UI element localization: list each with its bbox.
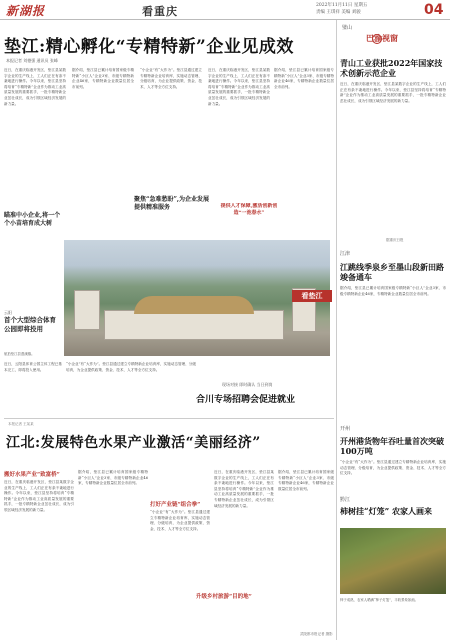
section-title: 看重庆 <box>142 5 178 18</box>
rc-body-3: “小企业”有“大作为”。垫江县通过建立专精特新企业培育库，实施动态管理、分级培育，为企业提供政策、资金、技术、人才等全方位支持。 <box>340 460 446 476</box>
newspaper-logo: 新湖报 <box>6 4 46 18</box>
article2-subhead-3: 升级乡村旅游“目的地” <box>196 594 252 600</box>
page-number: 04 <box>424 2 444 18</box>
article2-column-3: “小企业”有“大作为”。垫江县通过建立专精特新企业培育库，实施动态管理、分级培育，为企业提供政策、资金、技术、人才等全方位支持。 <box>150 510 210 531</box>
rc-headline-1: 青山工业获批2022年国家技术创新示范企业 <box>340 58 443 78</box>
article2-column-4: 近日，在重庆临港开发区，垫江县某数字企业的生产线上，工人们正在有条不紊地进行操作。今年以来，垫江县坚持将培育“专精特新”企业作为推动工业高质量发展的重要抓手，一批专精特新企业茁壮成长，成为引领区域经济发展的新力量。 <box>214 470 274 508</box>
article2-subhead-1: 搬好水果产业“致富桥” <box>4 472 60 478</box>
lead-column-1 <box>4 68 66 208</box>
lead-byline: 本报记者 刘德强 通讯员 张峰 <box>6 58 58 63</box>
lead-column-2 <box>72 68 134 238</box>
lead-paragraph: 据介绍，垫江县已累计培育国家级专精特新“小巨人”企业3家、市级专精特新企业46家，专精特新企业数量位居全市前列。 <box>274 68 334 89</box>
lead-subhead-2-wrap <box>134 196 214 212</box>
rc-city-3: 黔江 <box>340 497 351 503</box>
box-text: 近日，云阳县体育公园主体工程已基本完工，即将投入使用。 <box>4 362 62 372</box>
lead-paragraph: 据介绍，垫江县已累计培育国家级专精特新“小巨人”企业3家、市级专精特新企业46家，专精特新企业数量位居全市前列。 <box>72 68 134 89</box>
footer-credit: 武陵都市报记者 摄影 <box>300 632 333 636</box>
rc-brand: 巴渝视窗 <box>366 34 398 43</box>
rc-body-2: 据介绍，垫江县已累计培育国家级专精特新“小巨人”企业3家、市级专精特新企业46家，专精特新企业数量位居全市前列。 <box>340 286 446 296</box>
rc-headline-3: 开州港货物年吞吐量首次突破100万吨 <box>340 436 444 456</box>
lead-column-5 <box>274 68 334 238</box>
lead-paragraph: 近日，在重庆临港开发区，垫江县某数字企业的生产线上，工人们正在有条不紊地进行操作。今年以来，垫江县坚持将培育“专精特新”企业作为推动工业高质量发展的重要抓手，一批专精特新企业茁壮成长，成为引领区域经济发展的新力量。 <box>4 68 66 106</box>
mid-headline: 合川专场招聘会促进就业 <box>196 395 296 405</box>
article2-label: 本报记者 王某某 <box>8 422 34 426</box>
lead-column-3 <box>140 68 202 188</box>
article2-column-5: 据介绍，垫江县已累计培育国家级专精特新“小巨人”企业3家、市级专精特新企业46家，专精特新企业数量位居全市前列。 <box>278 470 334 491</box>
lead-subhead-1-wrap <box>4 212 66 228</box>
box-title: 首个大型综合体育公园即将投用 <box>4 316 56 333</box>
mid-body: “小企业”有“大作为”。垫江县通过建立专精特新企业培育库，实施动态管理、分级培育，为企业提供政策、资金、技术、人才等全方位支持。 <box>66 362 196 372</box>
rc-credit: 据重庆日报 <box>386 238 404 242</box>
lead-subhead-2: 聚焦“急难愁盼”,为企业发展提供精准服务 <box>134 196 209 211</box>
masthead <box>0 0 450 20</box>
lead-paragraph: “小企业”有“大作为”。垫江县通过建立专精特新企业培育库，实施动态管理、分级培育，为企业提供政策、资金、技术、人才等全方位支持。 <box>140 68 202 89</box>
rc-city-1: 江津 <box>340 251 351 257</box>
article2-subhead-2: 打好产业链“组合拳” <box>150 502 201 508</box>
rc-photo-caption: 柿子成熟，农家人晒满“柿子灯笼”，丰收景象如画。 <box>340 598 419 602</box>
yunyang-box <box>4 310 62 342</box>
rc-city-2: 开州 <box>340 426 351 432</box>
article2-headline: 江北:发展特色水果产业激活“美丽经济” <box>6 435 261 451</box>
rc-headline-2: 江跳线季泉乡至墨山段新田路竣备通车 <box>340 262 444 282</box>
article2-column-1: 近日，在重庆临港开发区，垫江县某数字企业的生产线上，工人们正在有条不紊地进行操作。今年以来，垫江县坚持将培育“专精特新”企业作为推动工业高质量发展的重要抓手，一批专精特新企业茁壮成长，成为引领区域经济发展的新力量。 <box>4 480 74 512</box>
rc-location: 璧山 <box>342 25 353 31</box>
aerial-photo <box>64 240 330 356</box>
article2-column-2: 据介绍，垫江县已累计培育国家级专精特新“小巨人”企业3家、市级专精特新企业46家，专精特新企业数量位居全市前列。 <box>78 470 148 486</box>
pull-quote: 提供人才保障,激活创新创造“一池春水” <box>220 203 278 216</box>
lead-headline: 垫江:精心孵化“专精特新”企业见成效 <box>4 37 294 57</box>
rc-headline-4: 柿树挂“灯笼” 农家人画来 <box>340 506 432 516</box>
persimmon-photo <box>340 528 446 594</box>
rc-body-1: 近日，在重庆临港开发区，垫江县某数字企业的生产线上，工人们正在有条不紊地进行操作。今年以来，垫江县坚持将培育“专精特新”企业作为推动工业高质量发展的重要抓手，一批专精特新企业茁壮成长，成为引领区域经济发展的新力量。 <box>340 82 446 103</box>
lead-paragraph: 近日，在重庆临港开发区，垫江县某数字企业的生产线上，工人们正在有条不紊地进行操作。今年以来，垫江县坚持将培育“专精特新”企业作为推动工业高质量发展的重要抓手，一批专精特新企业茁壮成长，成为引领区域经济发展的新力量。 <box>208 68 270 106</box>
box-kicker: 云阳 <box>4 310 12 315</box>
mid-kicker: 现场对接 即时确认 当日到岗 <box>222 382 273 387</box>
photo-caption: 航拍垫江县澄溪镇。 <box>4 352 35 356</box>
lead-subhead-1: 瞄准中小企业,将一个个小苗培育成大树 <box>4 212 61 227</box>
section-badge: 看垫江 <box>292 290 332 302</box>
editors-credit: 责编 王琪祥 美编 刘骏 <box>316 10 361 15</box>
divider <box>4 418 334 419</box>
lead-column-4 <box>208 68 270 198</box>
issue-date: 2022年11月11日 星期五 <box>316 3 368 8</box>
